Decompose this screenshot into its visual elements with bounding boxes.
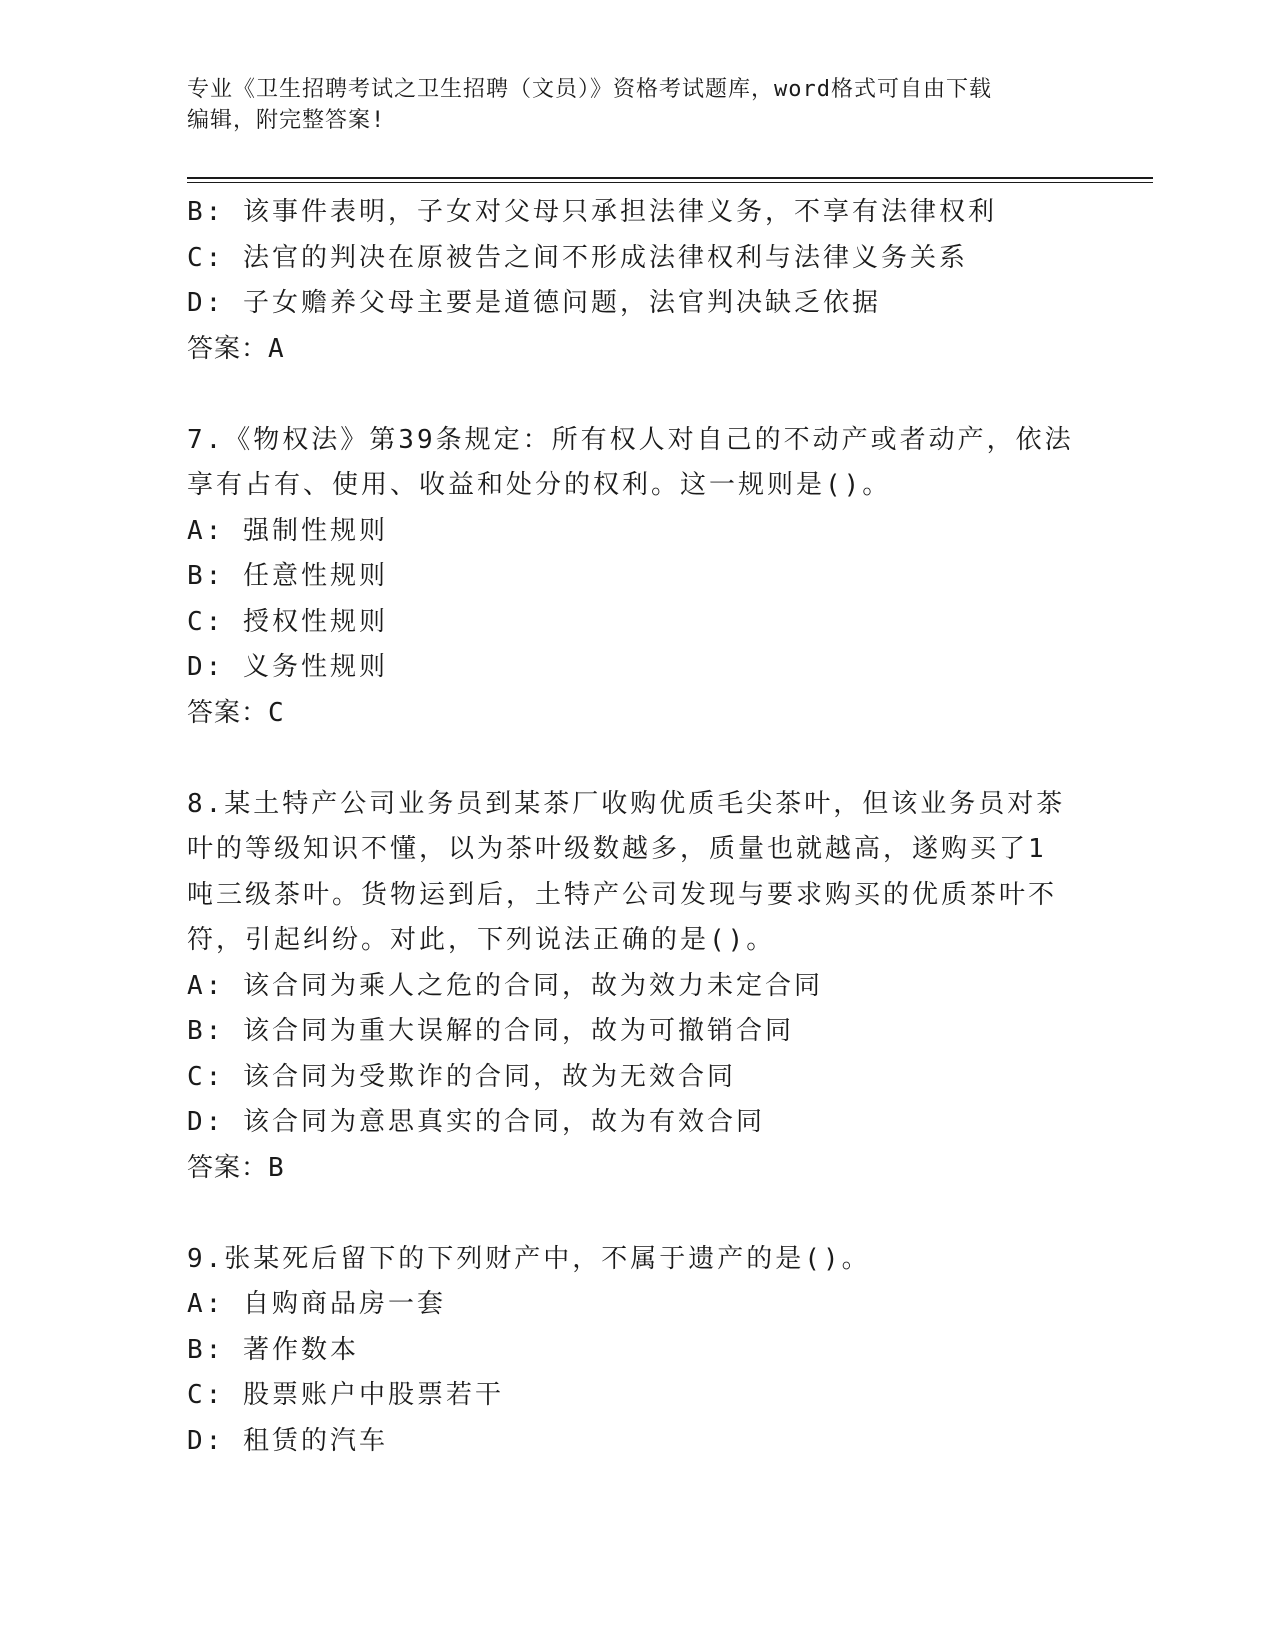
option-b: B: 著作数本	[187, 1334, 359, 1365]
option-a: A: 自购商品房一套	[187, 1289, 446, 1319]
option-c: C: 该合同为受欺诈的合同，故为无效合同	[187, 1061, 736, 1092]
question-stem: 7.《物权法》第39条规定：所有权人对自己的不动产或者动产，依法	[187, 424, 1074, 455]
answer-line: 答案：A	[187, 333, 285, 364]
question-stem: 享有占有、使用、收益和处分的权利。这一规则是()。	[187, 470, 892, 500]
answer-line: 答案：B	[187, 1152, 285, 1183]
question-stem: 吨三级茶叶。货物运到后，土特产公司发现与要求购买的优质茶叶不	[187, 879, 1058, 910]
option-b: B: 该事件表明，子女对父母只承担法律义务，不享有法律权利	[187, 197, 997, 227]
spacer	[187, 736, 1087, 782]
question-9	[187, 1237, 1087, 1465]
header-divider-thick	[187, 177, 1153, 179]
question-stem: 8.某土特产公司业务员到某茶厂收购优质毛尖茶叶，但该业务员对茶	[187, 788, 1066, 819]
header-line-1: 专业《卫生招聘考试之卫生招聘（文员）》资格考试题库，word格式可自由下载	[187, 77, 992, 102]
question-content	[187, 190, 1087, 1464]
option-a: A: 该合同为乘人之危的合同，故为效力未定合同	[187, 970, 823, 1001]
option-d: D: 义务性规则	[187, 652, 388, 682]
question-6-tail	[187, 190, 1087, 372]
option-a: A: 强制性规则	[187, 515, 388, 546]
question-7	[187, 418, 1087, 737]
option-b: B: 该合同为重大误解的合同，故为可撤销合同	[187, 1016, 794, 1046]
question-stem: 9.张某死后留下的下列财产中，不属于遗产的是()。	[187, 1243, 871, 1274]
option-b: B: 任意性规则	[187, 561, 388, 591]
question-stem: 符，引起纠纷。对此，下列说法正确的是()。	[187, 925, 776, 955]
option-c: C: 法官的判决在原被告之间不形成法律权利与法律义务关系	[187, 242, 968, 273]
option-d: D: 子女赡养父母主要是道德问题，法官判决缺乏依据	[187, 288, 881, 318]
option-d: D: 该合同为意思真实的合同，故为有效合同	[187, 1107, 765, 1137]
spacer	[187, 372, 1087, 418]
option-c: C: 授权性规则	[187, 606, 388, 637]
header-line-2: 编辑，附完整答案!	[187, 108, 386, 133]
question-8	[187, 782, 1087, 1192]
spacer	[187, 1191, 1087, 1237]
answer-line: 答案：C	[187, 697, 285, 728]
header-divider-thin	[187, 182, 1153, 183]
document-header	[187, 74, 1087, 136]
question-stem: 叶的等级知识不懂，以为茶叶级数越多，质量也就越高，遂购买了1	[187, 834, 1047, 864]
option-d: D: 租赁的汽车	[187, 1425, 388, 1456]
option-c: C: 股票账户中股票若干	[187, 1380, 504, 1410]
